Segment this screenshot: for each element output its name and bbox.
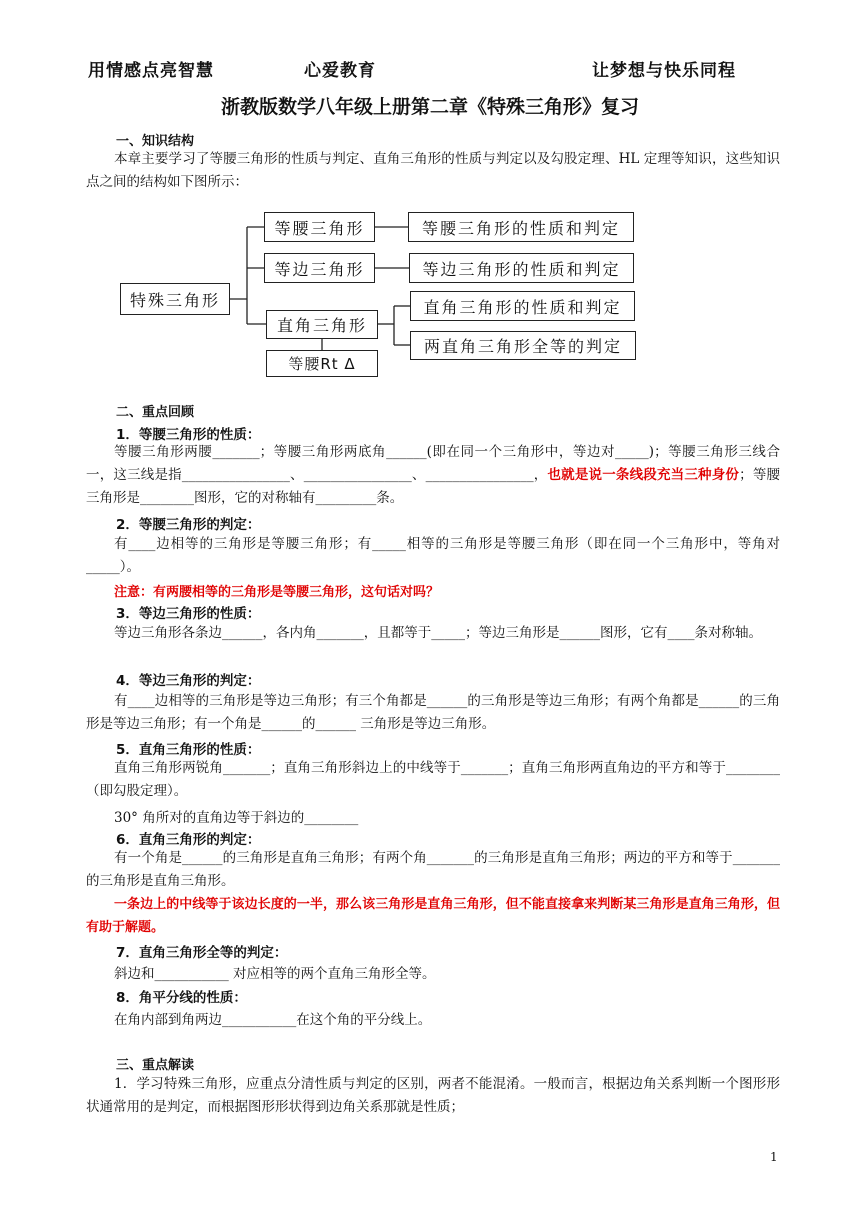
section-2-heading: 二、重点回顾 [116, 405, 195, 420]
page-title: 浙教版数学八年级上册第二章《特殊三角形》复习 [220, 96, 639, 118]
header-right-slogan: 让梦想与快乐同程 [592, 61, 736, 81]
subsection-5-text: 直角三角形两锐角_______；直角三角形斜边上的中线等于_______；直角三角形两直角边的平方和等于________（即勾股定理）。 [86, 760, 780, 799]
subsection-3-text: 等边三角形各条边______，各内角_______，且都等于_____；等边三角形是______图形，它有____条对称轴。 [114, 625, 762, 641]
subsection-4-text: 有____边相等的三角形是等边三角形；有三个角都是______的三角形是等边三角形；有两个角都是______的三角形是等边三角形；有一个角是______的______ 三角形是等边三角形。 [86, 693, 780, 732]
subsection-6-title: 6．直角三角形的判定： [116, 832, 261, 848]
subsection-2-note: 注意：有两腰相等的三角形是等腰三角形，这句话对吗？ [114, 585, 440, 600]
subsection-5-title: 5．直角三角形的性质： [116, 742, 261, 758]
subsection-6-text: 有一个角是______的三角形是直角三角形；有两个角_______的三角形是直角三角形；两边的平方和等于_______的三角形是直角三角形。 [86, 850, 780, 889]
subsection-4-title: 4．等边三角形的判定： [116, 673, 261, 689]
diagram-node-right-congruence: 两直角三角形全等的判定 [410, 331, 636, 360]
subsection-6-note: 一条边上的中线等于该边长度的一半，那么该三角形是直角三角形，但不能直接拿来判断某三角形是直角三角形，但有助于解题。 [86, 897, 780, 935]
section-1-heading: 一、知识结构 [116, 134, 195, 149]
subsection-7-text: 斜边和___________ 对应相等的两个直角三角形全等。 [114, 966, 436, 982]
header-left-slogan: 用情感点亮智慧 [88, 61, 214, 81]
subsection-5-extra: 30° 角所对的直角边等于斜边的________ [114, 810, 359, 826]
subsection-1-text-a: 等腰三角形两腰_______；等腰三角形两底角______(即在同一个三角形中，等边对_____)；等腰三角形三线合一，这三线是指________________、________________、________________， [86, 444, 780, 483]
subsection-2-text: 有____边相等的三角形是等腰三角形；有_____相等的三角形是等腰三角形（即在同一个三角形中，等角对_____）。 [86, 536, 780, 575]
subsection-1-highlight: 也就是说一条线段充当三种身份 [547, 467, 740, 483]
diagram-node-right: 直角三角形 [266, 310, 378, 339]
subsection-8-text: 在角内部到角两边___________在这个角的平分线上。 [114, 1012, 432, 1028]
subsection-7-title: 7．直角三角形全等的判定： [116, 945, 288, 961]
section-3-heading: 三、重点解读 [116, 1058, 195, 1073]
subsection-2-title: 2．等腰三角形的判定： [116, 517, 261, 533]
subsection-1-title: 1．等腰三角形的性质： [116, 427, 261, 443]
diagram-node-isosceles-right: 等腰Rt Δ [266, 350, 378, 377]
section-3-paragraph-1: 1．学习特殊三角形，应重点分清性质与判定的区别，两者不能混淆。一般而言，根据边角关系判断一个图形形状通常用的是判定，而根据图形形状得到边角关系那就是性质； [86, 1076, 780, 1115]
diagram-node-isosceles: 等腰三角形 [264, 212, 375, 242]
section-1-intro: 本章主要学习了等腰三角形的性质与判定、直角三角形的性质与判定以及勾股定理、HL 定理等知识，这些知识点之间的结构如下图所示： [86, 151, 780, 190]
diagram-node-isosceles-properties: 等腰三角形的性质和判定 [408, 212, 634, 242]
page-number: 1 [770, 1150, 778, 1164]
subsection-1-text-b: ；等腰三角形是________图形，它的对称轴有_________条。 [86, 467, 781, 506]
subsection-8-title: 8．角平分线的性质： [116, 990, 247, 1006]
subsection-1-text [86, 441, 780, 510]
subsection-3-title: 3．等边三角形的性质： [116, 606, 261, 622]
header-center-brand: 心爱教育 [304, 61, 376, 81]
diagram-node-right-properties: 直角三角形的性质和判定 [410, 291, 635, 321]
diagram-root-node: 特殊三角形 [120, 283, 230, 315]
diagram-node-equilateral-properties: 等边三角形的性质和判定 [409, 253, 634, 283]
diagram-node-equilateral: 等边三角形 [264, 253, 375, 283]
